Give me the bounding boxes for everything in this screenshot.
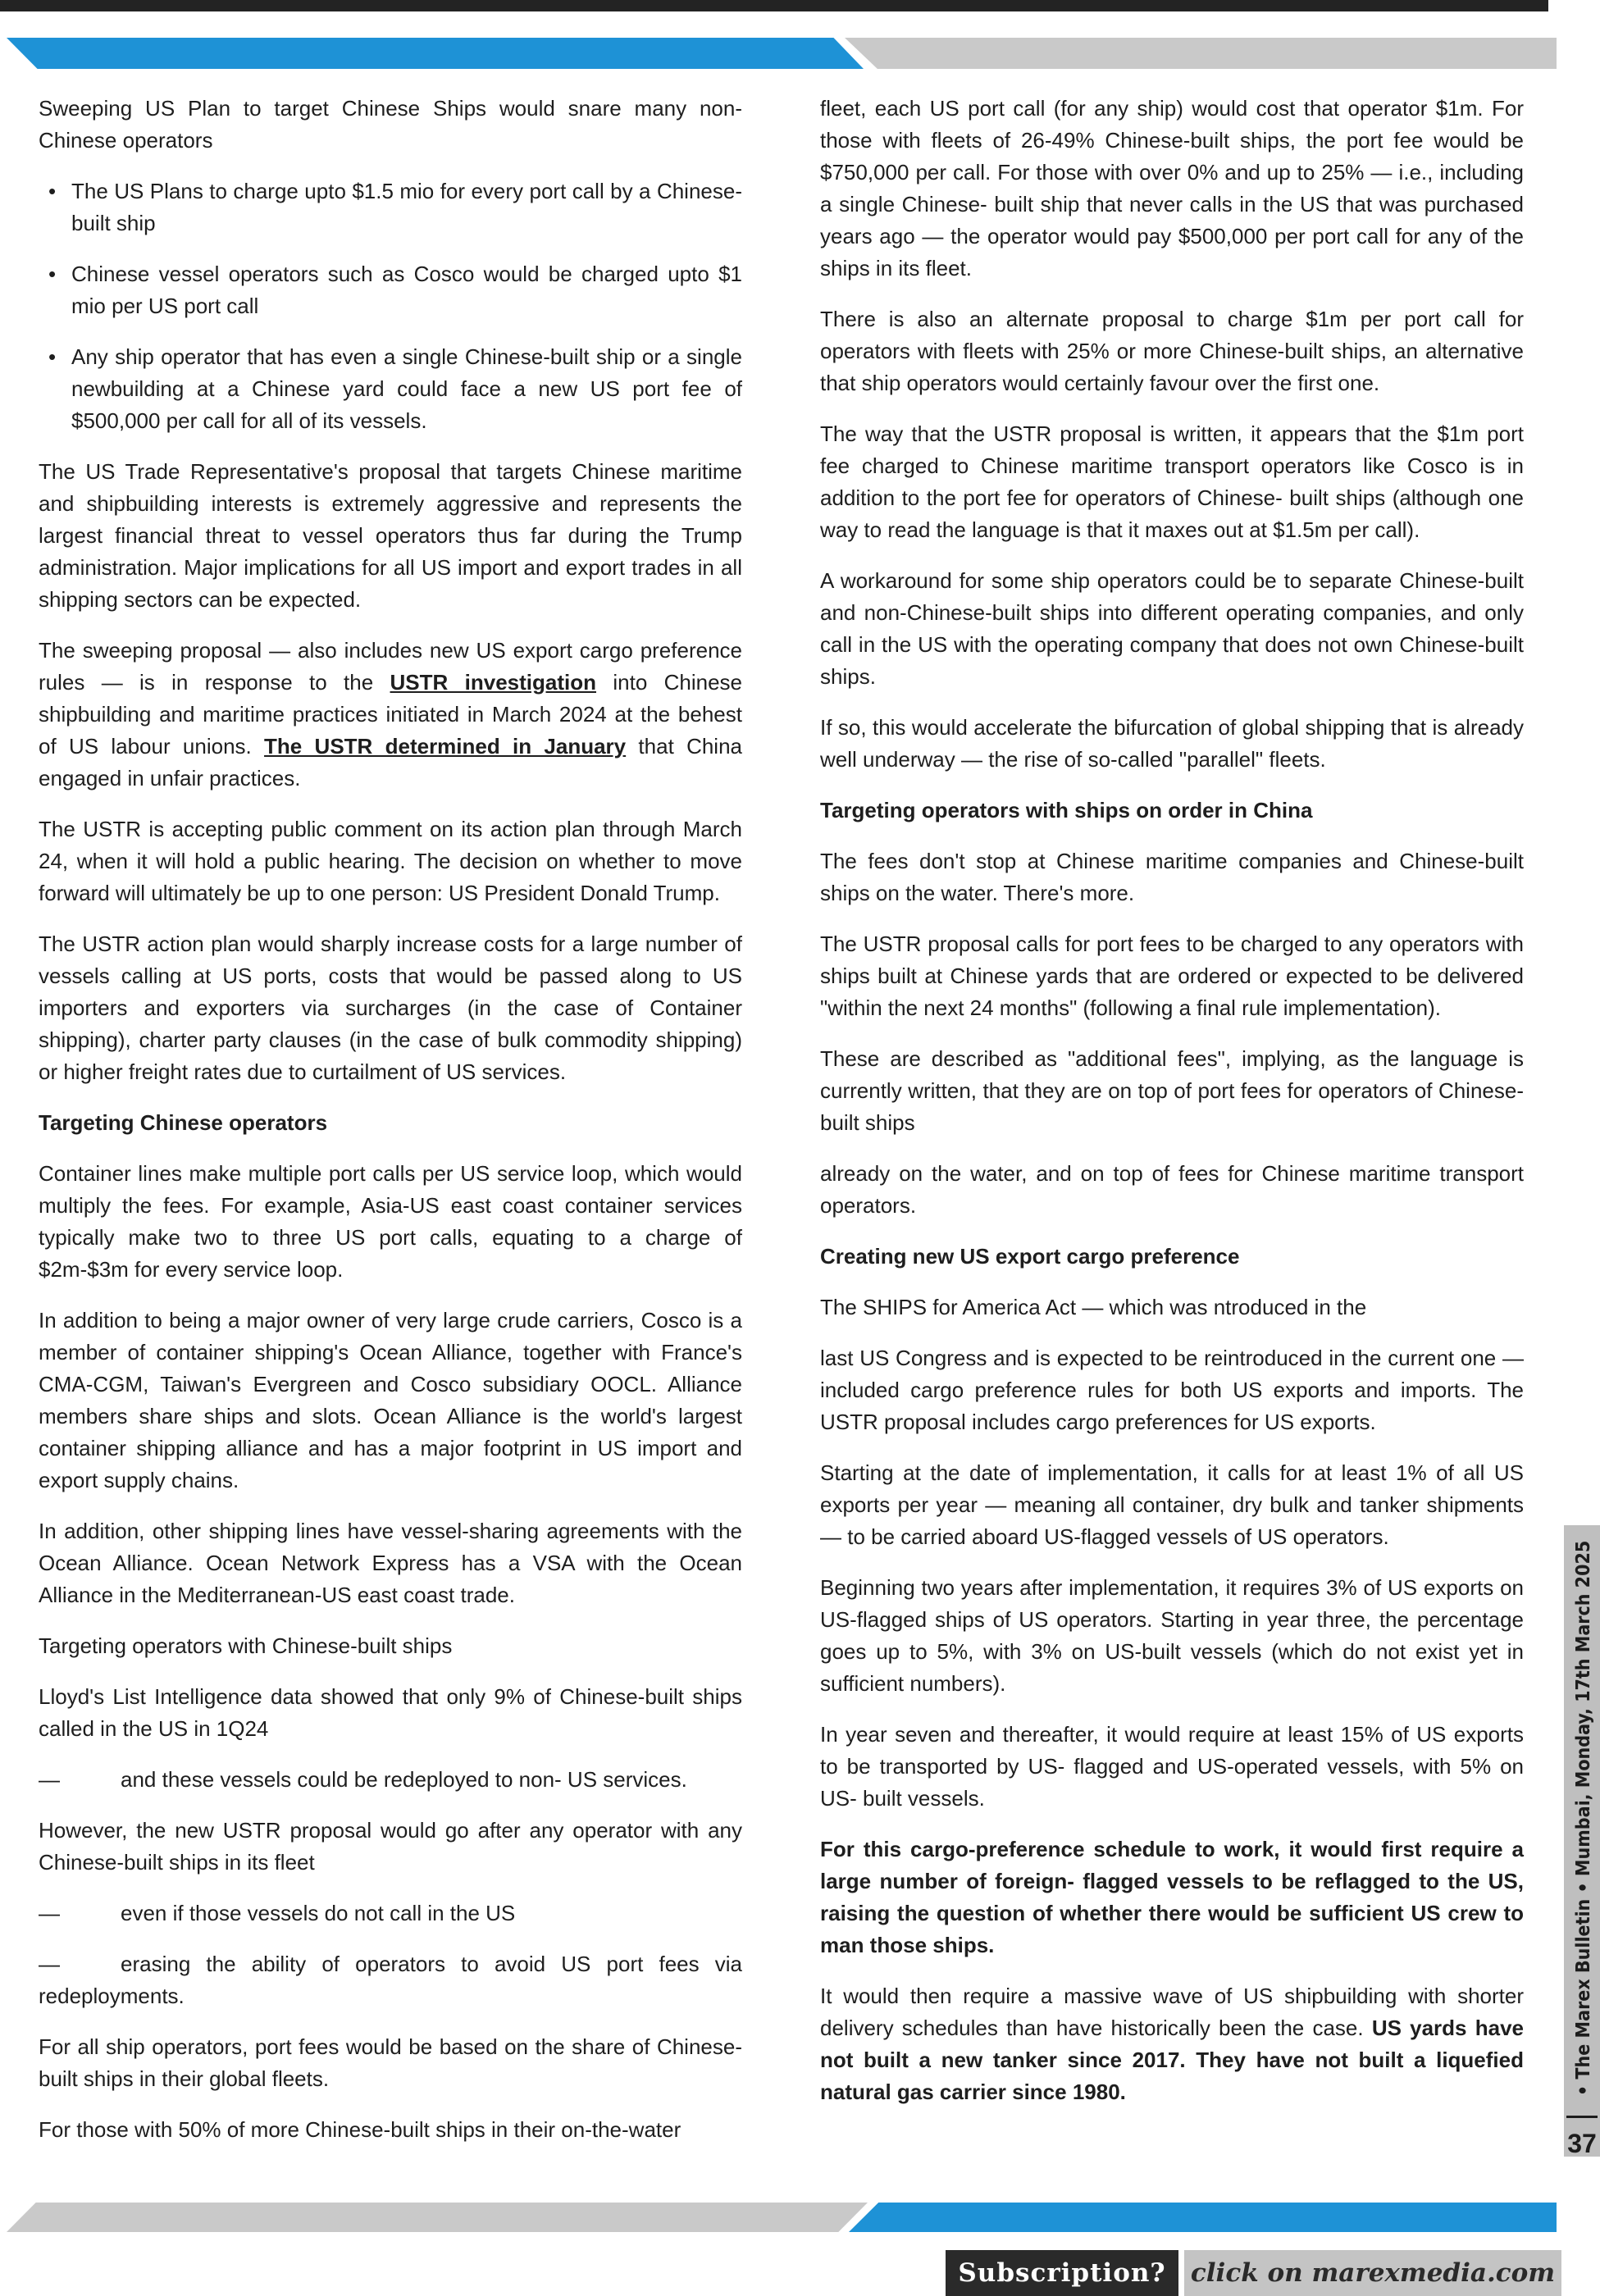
paragraph: already on the water, and on top of fees for Chinese maritime transport operators.	[820, 1161, 1524, 1218]
paragraph: For all ship operators, port fees would be based on the share of Chinese-built ships in their global fleets.	[39, 2034, 742, 2091]
paragraph: Starting at the date of implementation, it calls for at least 1% of all US exports per year — meaning all container, dry bulk and tanker shipments — to be carried aboard US-flagged vessels of US operators.	[820, 1460, 1524, 1549]
bold-paragraph: For this cargo-preference schedule to work, it would first require a large number of foreign- flagged vessels to be reflagged to the US, raising the question of whether there would be sufficient US crew to man those ships.	[820, 1837, 1524, 1957]
paragraph-mixed	[820, 1980, 1524, 2108]
paragraph: The fees don't stop at Chinese maritime companies and Chinese-built ships on the water. There's more.	[820, 849, 1524, 905]
text-run: It would then require a massive wave of US shipbuilding with shorter delivery schedules than have historically been the case.	[820, 1984, 1524, 2040]
text-run: into Chinese shipbuilding and maritime practices initiated in March 2024 at the behest of US labour unions.	[39, 670, 743, 758]
paragraph: Lloyd's List Intelligence data showed that only 9% of Chinese-built ships called in the US in 1Q24	[39, 1684, 742, 1741]
paragraph: In year seven and thereafter, it would require at least 15% of US exports to be transported by US- flagged and US-operated vessels, with 5% on US- built vessels.	[820, 1722, 1524, 1811]
dash-icon: —	[39, 1952, 60, 1976]
top-gray-stripe	[845, 38, 1557, 69]
text-run: The sweeping proposal — also includes new US export cargo preference rules — is in response to the	[39, 638, 742, 695]
bullet-icon: •	[48, 179, 57, 203]
paragraph: A workaround for some ship operators could be to separate Chinese-built and non-Chinese-built ships into different operating companies, and only call in the US with the operating company that does not own Chinese-built ships.	[820, 568, 1524, 689]
dash-text: and these vessels could be redeployed to non- US services.	[121, 1767, 687, 1792]
paragraph: However, the new USTR proposal would go after any operator with any Chinese-built ships in its fleet	[39, 1818, 742, 1875]
ustr-determined-link[interactable]: The USTR determined in January	[264, 734, 627, 758]
dash-item	[39, 1948, 742, 2012]
paragraph: In addition, other shipping lines have vessel-sharing agreements with the Ocean Alliance. Ocean Network Express has a VSA with the Ocean Alliance in the Mediterranean-US east coast trade.	[39, 1519, 742, 1607]
paragraph: Beginning two years after implementation, it requires 3% of US exports on US-flagged ships of US operators. Starting in year three, the percentage goes up to 5%, with 3% on US-built vessels (which do not exist yet in sufficient numbers).	[820, 1575, 1524, 1696]
section-heading: Targeting Chinese operators	[39, 1110, 328, 1135]
paragraph: For those with 50% of more Chinese-built ships in their on-the-water	[39, 2117, 681, 2142]
bullet-icon: •	[48, 344, 57, 369]
strong-text-run: US yards have not built a new tanker since 2017. They have not built a liquefied natural gas carrier since 1980.	[820, 2016, 1524, 2104]
bottom-blue-stripe	[849, 2203, 1557, 2232]
dash-icon: —	[39, 1901, 60, 1925]
bullet-item	[39, 341, 742, 437]
paragraph: There is also an alternate proposal to charge $1m per port call for operators with fleets with 25% or more Chinese-built ships, an alternative that ship operators would certainly favour over the first one.	[820, 307, 1524, 395]
paragraph: The USTR is accepting public comment on its action plan through March 24, when it will hold a public hearing. The decision on whether to move forward will ultimately be up to one person: US President Donald Trump.	[39, 817, 742, 905]
dash-icon: —	[39, 1767, 60, 1792]
paragraph: last US Congress and is expected to be reintroduced in the current one — included cargo preference rules for both US exports and imports. The USTR proposal includes cargo preferences for US exports.	[820, 1346, 1524, 1434]
subscription-button[interactable]: Subscription?	[946, 2250, 1178, 2296]
page-number-divider	[1566, 2116, 1598, 2118]
dash-item	[39, 1764, 742, 1796]
dash-text: even if those vessels do not call in the US	[121, 1901, 516, 1925]
ustr-investigation-link[interactable]: USTR investigation	[390, 670, 597, 695]
paragraph-with-links	[39, 635, 742, 795]
dash-item	[39, 1897, 742, 1929]
bullet-item	[39, 258, 742, 322]
paragraph: The USTR action plan would sharply increase costs for a large number of vessels calling at US ports, costs that would be passed along to US importers and exporters via surcharges (in the case of Container shipping), charter party clauses (in the case of bulk commodity shipping) or higher freight rates due to curtailment of US services.	[39, 932, 742, 1084]
paragraph: The USTR proposal calls for port fees to be charged to any operators with ships built at Chinese yards that are ordered or expected to be delivered "within the next 24 months" (following a final rule implementation).	[820, 932, 1524, 1020]
page-number: 37	[1567, 2129, 1597, 2158]
paragraph: Container lines make multiple port calls per US service loop, which would multiply the fees. For example, Asia-US east coast container services typically make two to three US port calls, equating to a charge of $2m-$3m for every service loop.	[39, 1161, 742, 1282]
bullet-icon: •	[48, 262, 57, 286]
bullet-text: Chinese vessel operators such as Cosco would be charged upto $1 mio per US port call	[71, 262, 742, 318]
top-black-bar	[0, 0, 1548, 11]
section-heading: Targeting operators with ships on order in China	[820, 798, 1313, 822]
running-title: • The Marex Bulletin • Mumbai, Monday, 17th March 2025	[1573, 1540, 1594, 2096]
top-blue-stripe	[7, 38, 864, 69]
paragraph: The US Trade Representative's proposal that targets Chinese maritime and shipbuilding interests is extremely aggressive and represents the largest financial threat to vessel operators thus far during the Trump administration. Major implications for all US import and export trades in all shipping sectors can be expected.	[39, 459, 742, 612]
bullet-text: The US Plans to charge upto $1.5 mio for every port call by a Chinese-built ship	[71, 179, 742, 235]
paragraph: If so, this would accelerate the bifurcation of global shipping that is already well underway — the rise of so-called "parallel" fleets.	[820, 715, 1524, 772]
paragraph: The way that the USTR proposal is written, it appears that the $1m port fee charged to Chinese maritime transport operators like Cosco is in addition to the port fee for operators of Chinese- built ships (although one way to read the language is that it maxes out at $1.5m per call).	[820, 421, 1524, 542]
paragraph: Targeting operators with Chinese-built ships	[39, 1633, 453, 1658]
text-run: that China engaged in unfair practices.	[39, 734, 743, 790]
left-column	[39, 93, 742, 2165]
paragraph: These are described as "additional fees", implying, as the language is currently written, that they are on top of port fees for operators of Chinese-built ships	[820, 1046, 1524, 1135]
section-heading: Creating new US export cargo preference	[820, 1244, 1240, 1269]
paragraph: Sweeping US Plan to target Chinese Ships would snare many non-Chinese operators	[39, 96, 742, 153]
paragraph: fleet, each US port call (for any ship) would cost that operator $1m. For those with fleets of 26-49% Chinese-built ships, the port fee would be $750,000 per call. For those with over 0% and up to 25% — i.e., including a single Chinese- built ship that never calls in the US that was purchased years ago — the operator would pay $500,000 per port call for any of the ships in its fleet.	[820, 96, 1524, 280]
bullet-text: Any ship operator that has even a single Chinese-built ship or a single newbuilding at a Chinese yard could face a new US port fee of $500,000 per call for all of its vessels.	[71, 344, 742, 433]
right-column	[820, 93, 1524, 2127]
bullet-item	[39, 175, 742, 239]
dash-text: erasing the ability of operators to avoid US port fees via redeployments.	[39, 1952, 742, 2008]
bottom-gray-stripe	[7, 2203, 868, 2232]
paragraph: In addition to being a major owner of very large crude carriers, Cosco is a member of container shipping's Ocean Alliance, together with France's CMA-CGM, Taiwan's Evergreen and Cosco subsidiary OOCL. Alliance members share ships and slots. Ocean Alliance is the world's largest container shipping alliance and has a major footprint in US import and export supply chains.	[39, 1308, 742, 1492]
marexmedia-link[interactable]: click on marexmedia.com	[1184, 2250, 1561, 2296]
paragraph: The SHIPS for America Act — which was ntroduced in the	[820, 1295, 1367, 1319]
